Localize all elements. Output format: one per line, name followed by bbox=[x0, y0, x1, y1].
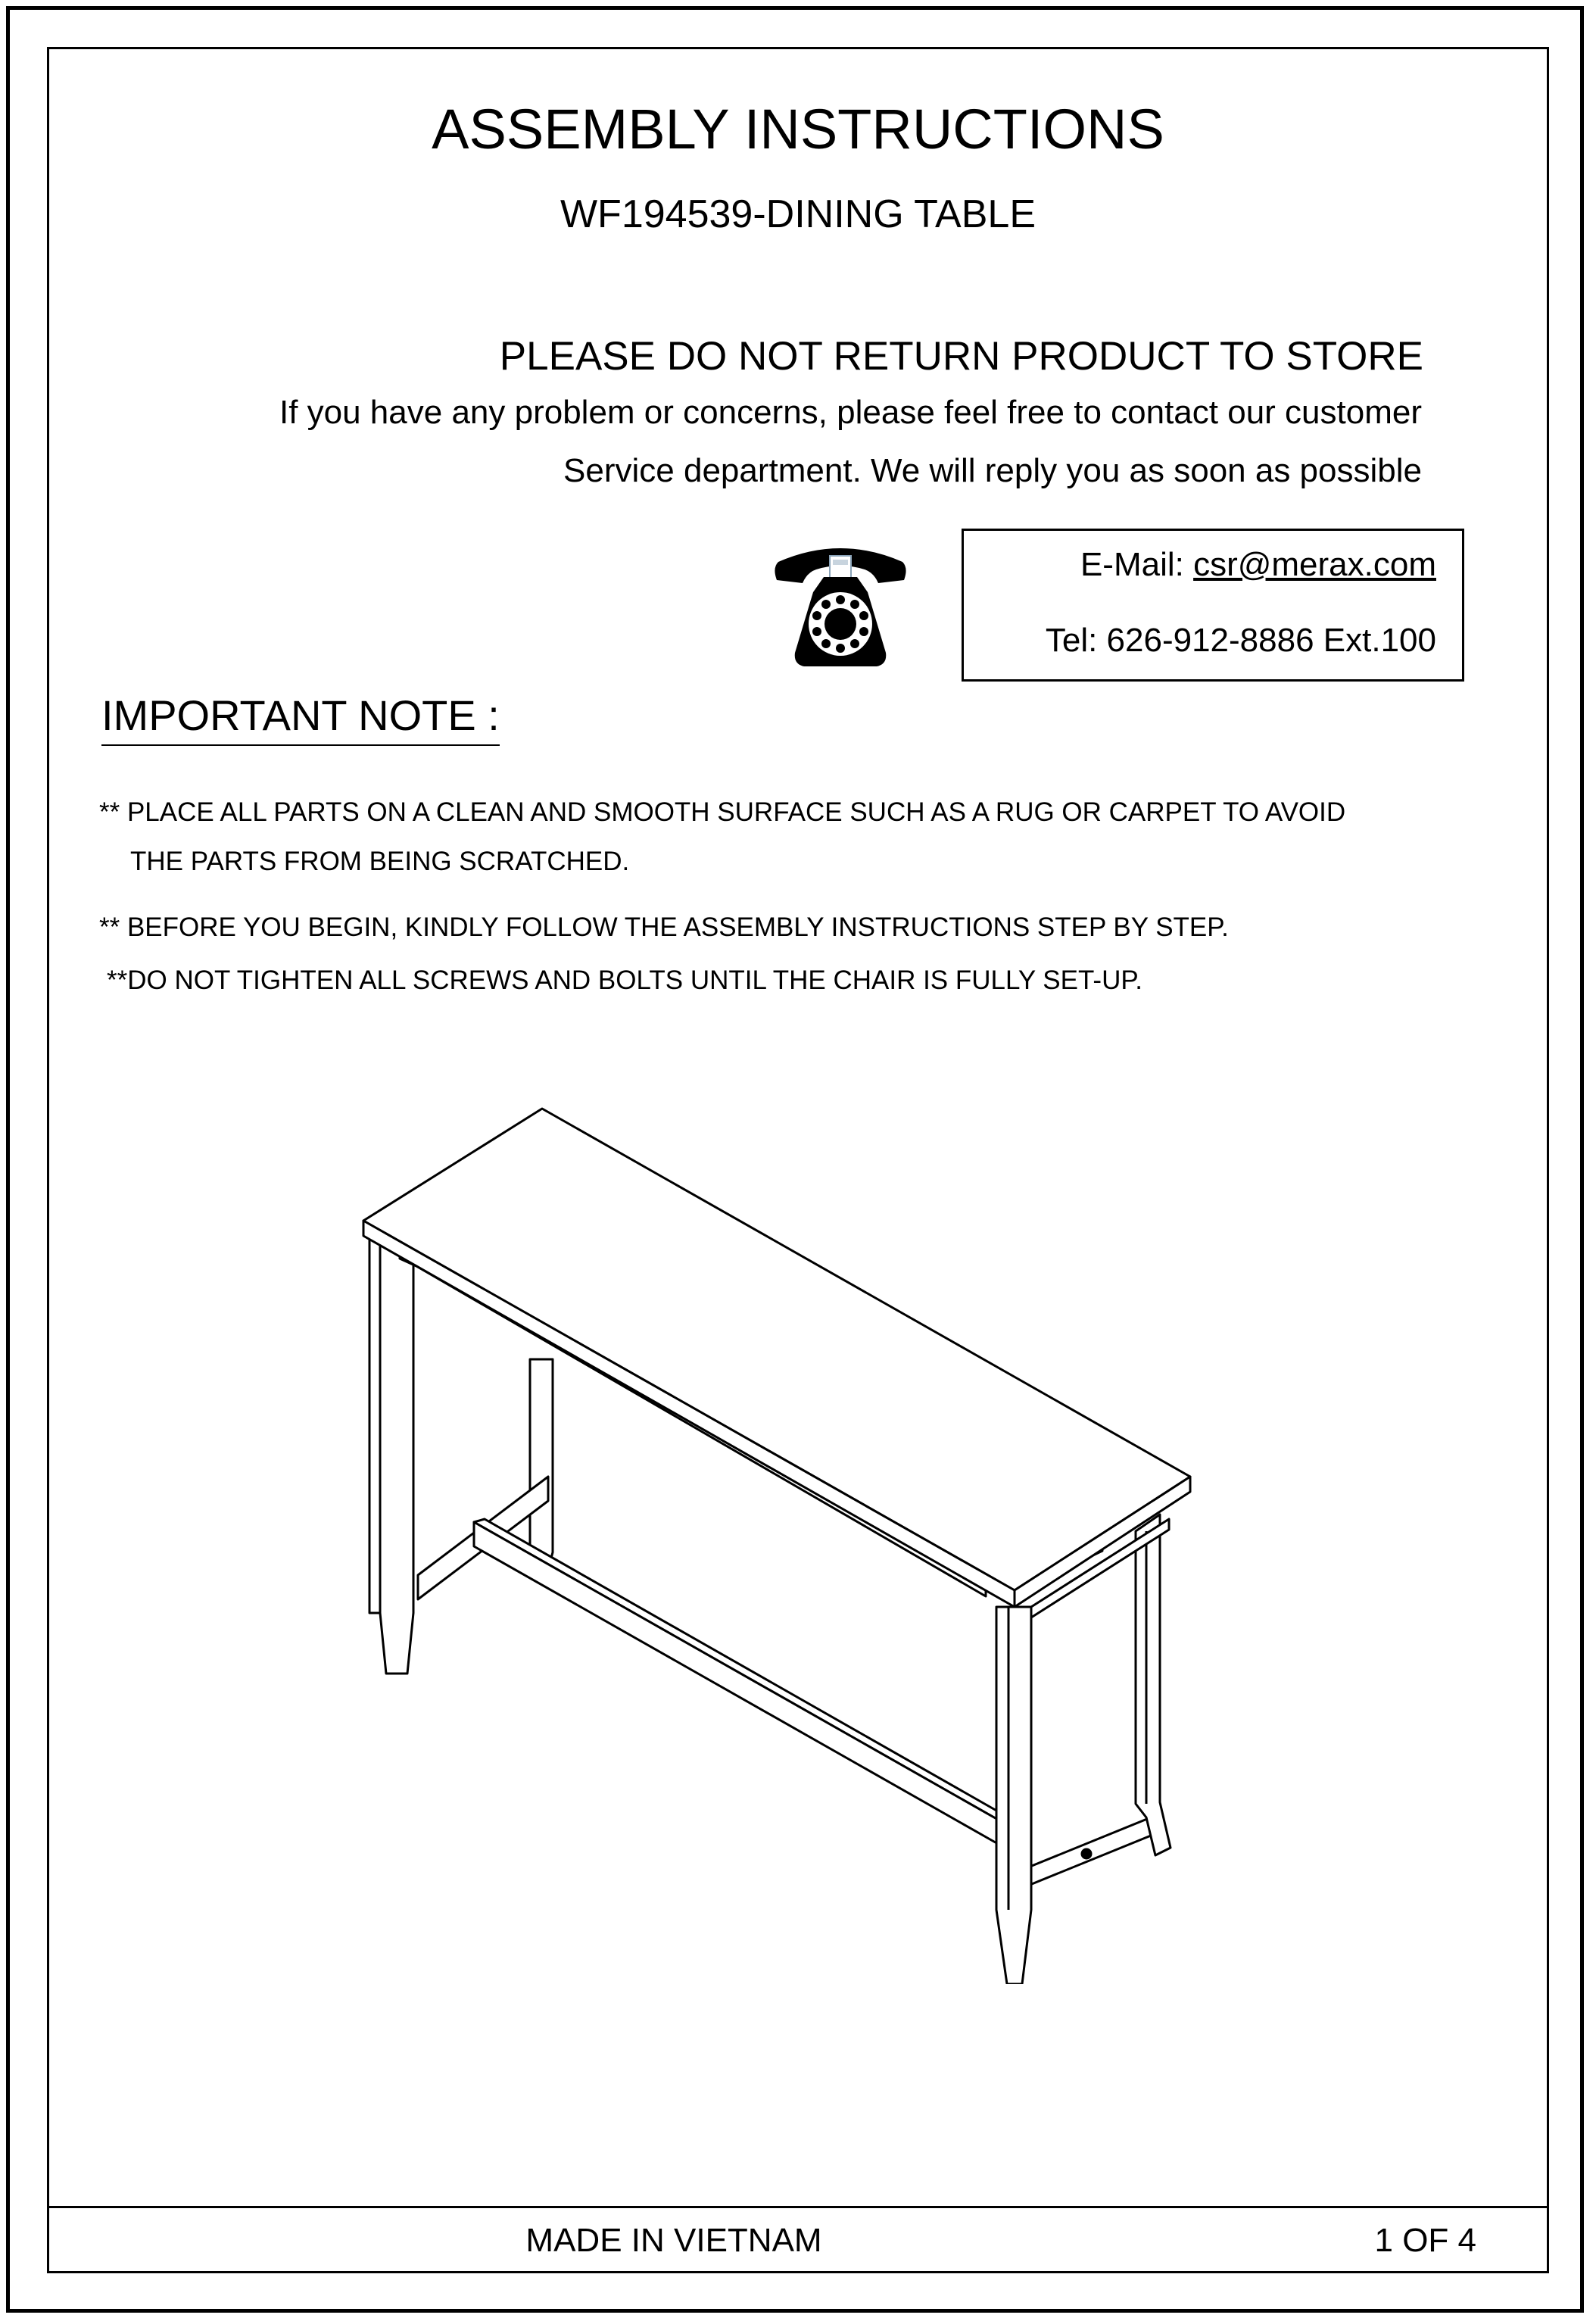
telephone-number: Tel: 626-912-8886 Ext.100 bbox=[1045, 622, 1436, 659]
note-1-line-1: ** PLACE ALL PARTS ON A CLEAN AND SMOOTH SURFACE SUCH AS A RUG OR CARPET TO AVOID bbox=[99, 797, 1346, 827]
email-label: E-Mail: bbox=[1080, 546, 1194, 583]
dining-table-illustration bbox=[348, 1090, 1211, 1984]
note-3: **DO NOT TIGHTEN ALL SCREWS AND BOLTS UNTIL THE CHAIR IS FULLY SET-UP. bbox=[107, 966, 1142, 995]
contact-text-line-2: Service department. We will reply you as soon as possible bbox=[563, 452, 1422, 489]
document-title: ASSEMBLY INSTRUCTIONS bbox=[432, 98, 1164, 161]
telephone-icon bbox=[765, 539, 916, 675]
footer-divider bbox=[47, 2206, 1549, 2208]
page-number: 1 OF 4 bbox=[1374, 2222, 1476, 2259]
return-notice-heading: PLEASE DO NOT RETURN PRODUCT TO STORE bbox=[499, 334, 1423, 379]
product-model: WF194539-DINING TABLE bbox=[560, 192, 1036, 236]
email-row bbox=[1080, 546, 1436, 584]
note-1-line-2: THE PARTS FROM BEING SCRATCHED. bbox=[130, 847, 630, 876]
contact-info-box bbox=[962, 529, 1464, 682]
contact-text-line-1: If you have any problem or concerns, please feel free to contact our customer bbox=[279, 394, 1422, 431]
made-in-label: MADE IN VIETNAM bbox=[525, 2222, 822, 2259]
important-note-heading: IMPORTANT NOTE : bbox=[101, 691, 500, 746]
note-2: ** BEFORE YOU BEGIN, KINDLY FOLLOW THE ASSEMBLY INSTRUCTIONS STEP BY STEP. bbox=[99, 912, 1229, 942]
email-link[interactable]: csr@merax.com bbox=[1193, 546, 1436, 583]
